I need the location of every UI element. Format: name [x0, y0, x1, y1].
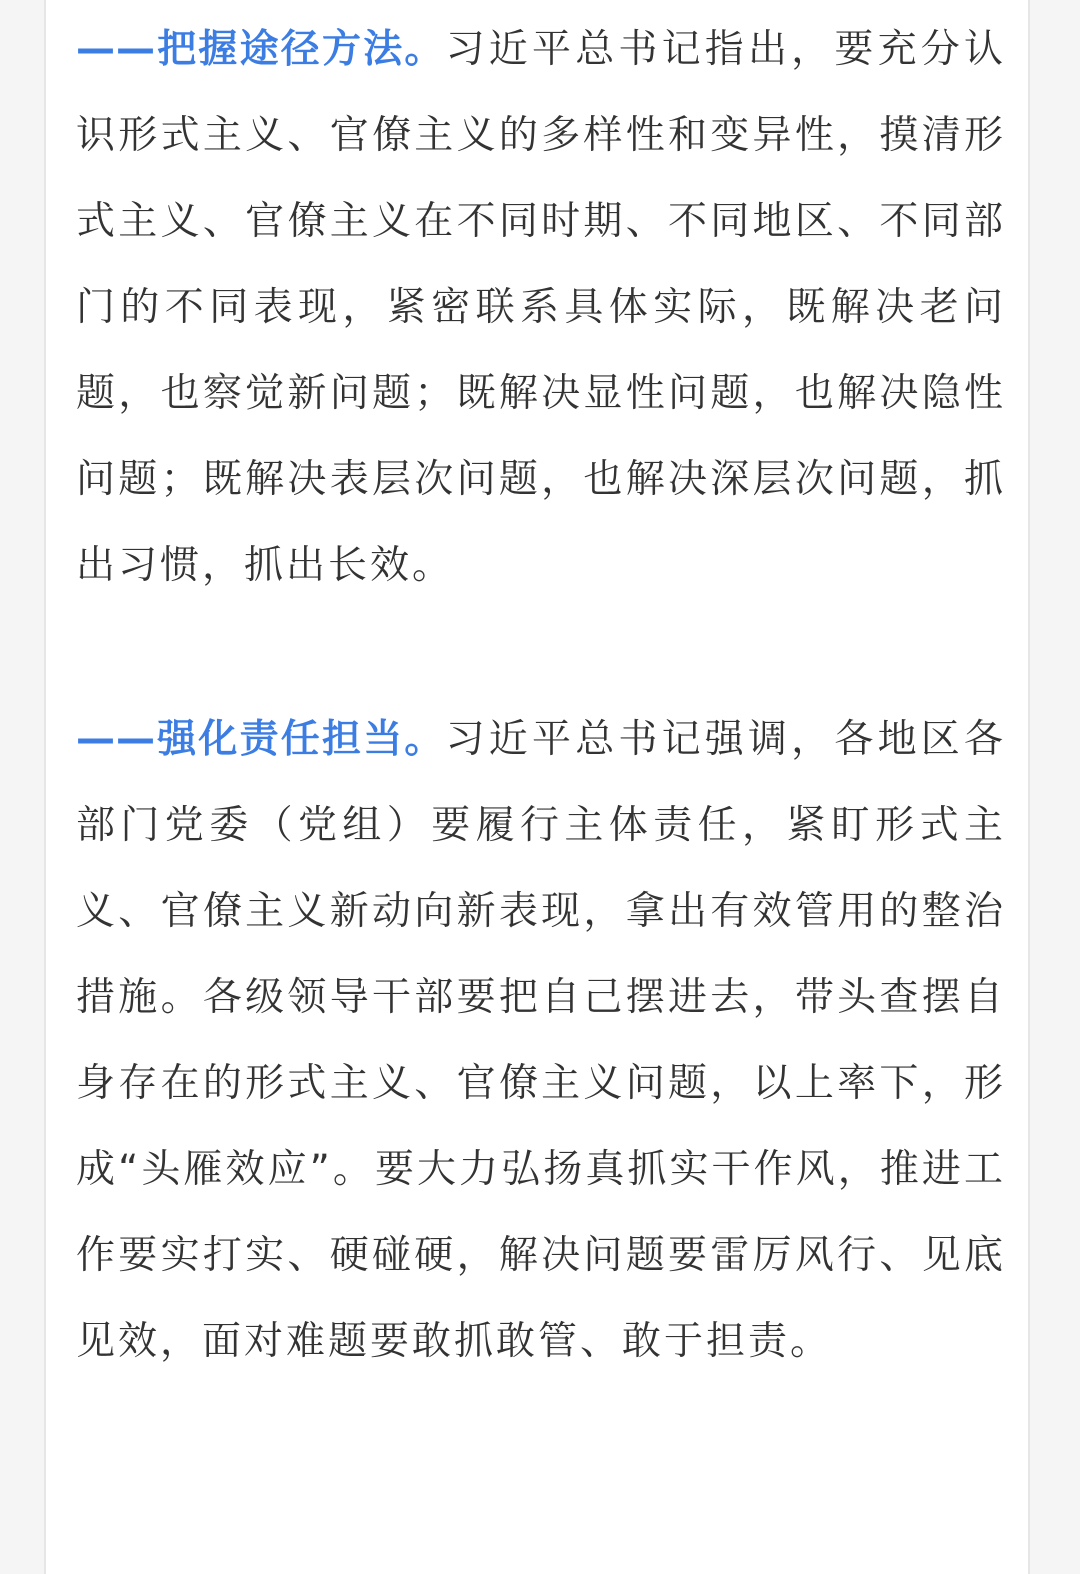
paragraph-lead: ——强化责任担当。 [76, 717, 446, 762]
paragraph-path-methods [76, 7, 1006, 609]
paragraph-responsibility [76, 697, 1006, 1385]
paragraph-lead: ——把握途径方法。 [76, 27, 446, 72]
paragraph-body: 习近平总书记指出，要充分认识形式主义、官僚主义的多样性和变异性，摸清形式主义、官僚主义在不同时期、不同地区、不同部门的不同表现，紧密联系具体实际，既解决老问题，也察觉新问题；既解决显性问题，也解决隐性问题；既解决表层次问题，也解决深层次问题，抓出习惯，抓出长效。 [76, 27, 1006, 588]
article-card [44, 0, 1030, 1574]
paragraph-body: 习近平总书记强调，各地区各部门党委（党组）要履行主体责任，紧盯形式主义、官僚主义新动向新表现，拿出有效管用的整治措施。各级领导干部要把自己摆进去，带头查摆自身存在的形式主义、官僚主义问题，以上率下，形成“头雁效应”。要大力弘扬真抓实干作风，推进工作要实打实、硬碰硬，解决问题要雷厉风行、见底见效，面对难题要敢抓敢管、敢于担责。 [76, 717, 1006, 1364]
